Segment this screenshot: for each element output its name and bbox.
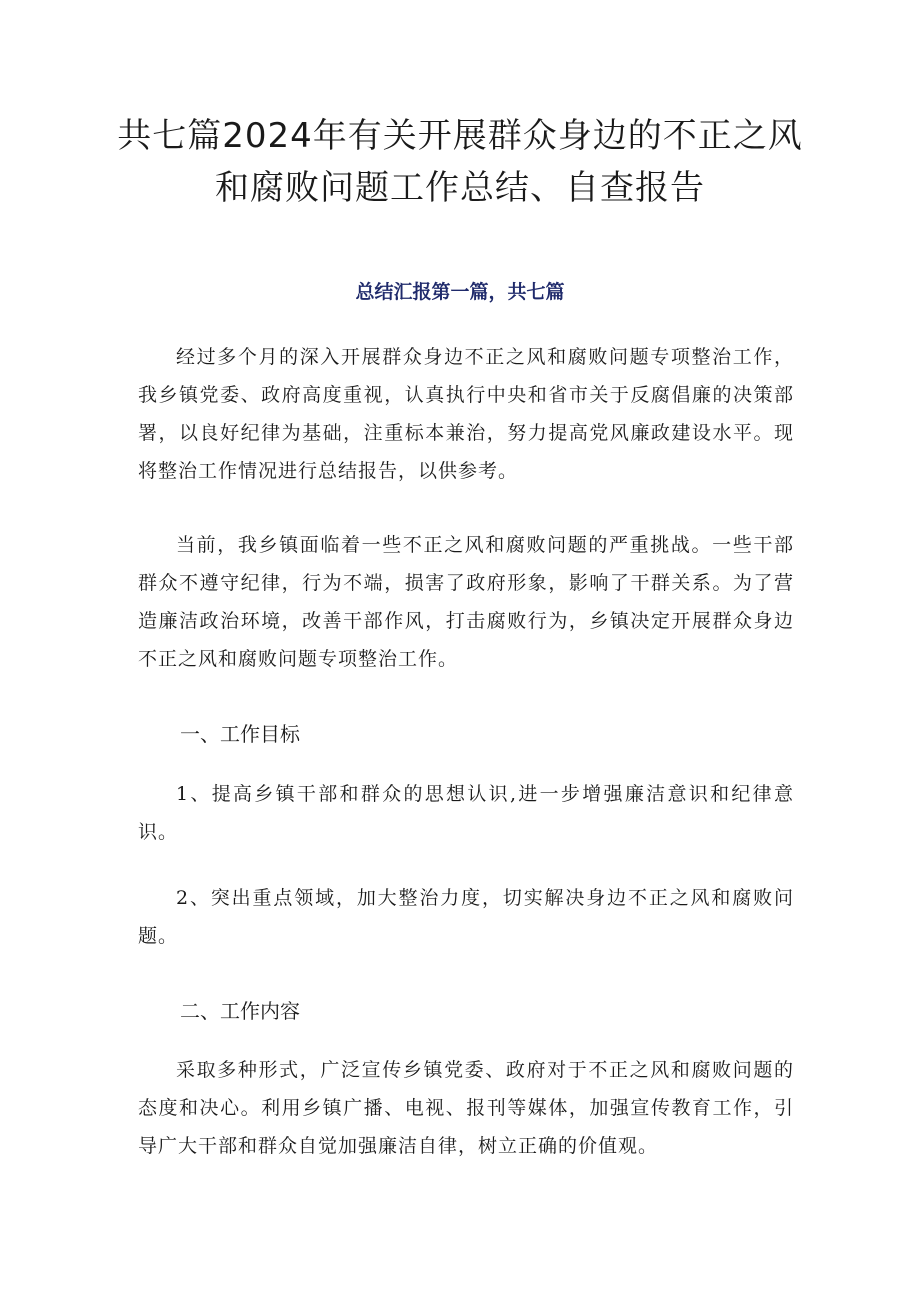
document-subtitle: 总结汇报第一篇，共七篇 — [355, 281, 565, 303]
document-title: 共七篇2024年有关开展群众身边的不正之风和腐败问题工作总结、自查报告 — [117, 116, 803, 208]
background-paragraph: 当前，我乡镇面临着一些不正之风和腐败问题的严重挑战。一些干部群众不遵守纪律，行为不端，损害了政府形象，影响了干群关系。为了营造廉洁政治环境，改善干部作风，打击腐败行为，乡镇决定开展群众身边不正之风和腐败问题专项整治工作。 — [138, 534, 794, 670]
content-paragraph: 采取多种形式，广泛宣传乡镇党委、政府对于不正之风和腐败问题的态度和决心。利用乡镇广播、电视、报刊等媒体，加强宣传教育工作，引导广大干部和群众自觉加强廉洁自律，树立正确的价值观。 — [138, 1059, 794, 1157]
intro-paragraph: 经过多个月的深入开展群众身边不正之风和腐败问题专项整治工作，我乡镇党委、政府高度重视，认真执行中央和省市关于反腐倡廉的决策部署，以良好纪律为基础，注重标本兼治，努力提高党风廉政建设水平。现将整治工作情况进行总结报告，以供参考。 — [138, 346, 794, 482]
section-heading-goals: 一、工作目标 — [180, 722, 300, 746]
goal-item-2: 2、突出重点领域，加大整治力度，切实解决身边不正之风和腐败问题。 — [138, 887, 794, 947]
goal-item-1: 1、提高乡镇干部和群众的思想认识,进一步增强廉洁意识和纪律意识。 — [138, 783, 794, 843]
section-heading-content: 二、工作内容 — [180, 999, 300, 1023]
